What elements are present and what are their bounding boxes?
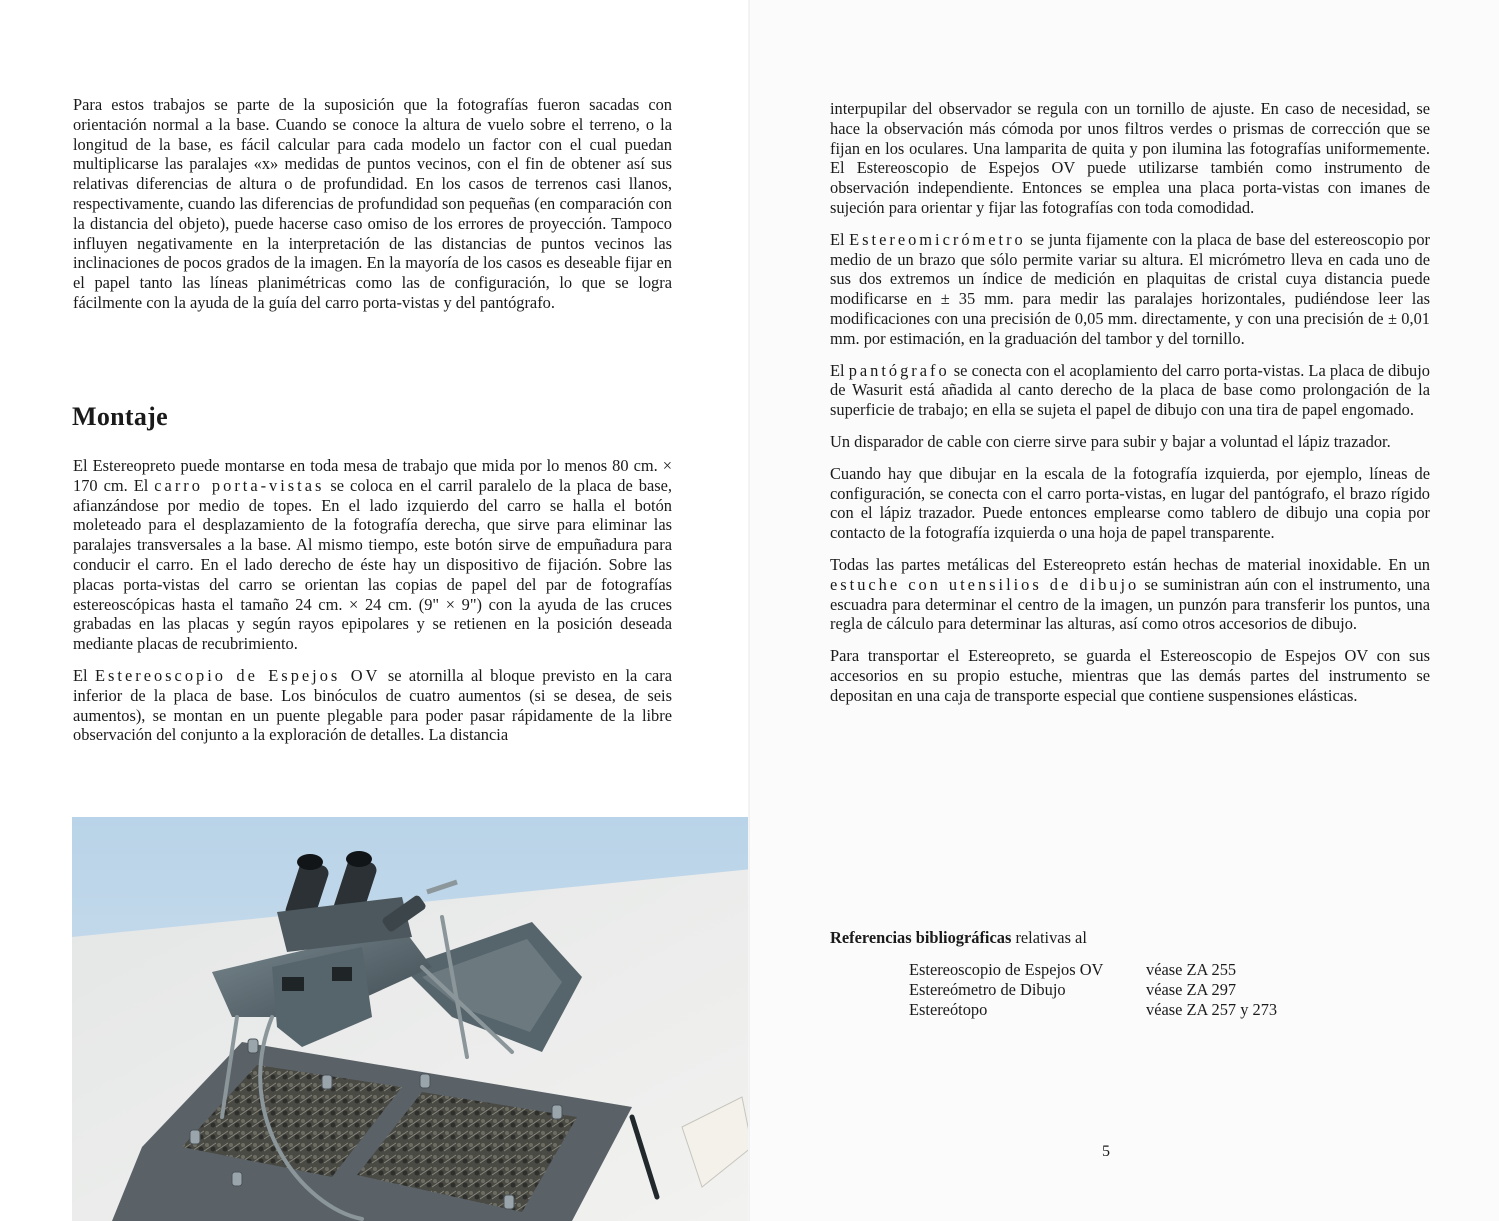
right-paragraph-5: Cuando hay que dibujar en la escala de la fotografía izquierda, por ejemplo, líneas de configuración, se conecta con el carro porta-vistas, en lugar del pantógrafo, el brazo rígido con el lápiz trazador. Puede entonces emplearse como tablero de dibujo una copia por contacto de la fotografía izquierda o una hoja de papel transparente. xyxy=(830,463,1430,543)
instrument-photo xyxy=(72,817,752,1221)
section-heading-montaje: Montaje xyxy=(72,402,168,431)
right-paragraph-7: Para transportar el Estereopreto, se guarda el Estereoscopio de Espejos OV con sus accesorios en su propio estuche, mientras que las demás partes del instrumento se depositan en una caja de transporte especial que contiene suspensiones elásticas. xyxy=(830,646,1430,705)
right-paragraph-2: El Estereomicrómetro se junta fijamente con la placa de base del estereoscopio por medio de un brazo que sólo permite variar su altura. El micrómetro lleva en cada uno de sus dos extremos un índice de medición en plaquitas de cristal cuya distancia puede modificarse en ± 35 mm. para medir las paralajes horizontales, pudiéndose leer las modificaciones con una precisión de 0,05 mm. directamente, y con una precisión de ± 0,01 mm. por estimación, en la graduación del tambor y del tornillo. xyxy=(830,229,1430,348)
right-paragraph-6: Todas las partes metálicas del Estereopreto están hechas de material inoxidable. En un estuche con utensilios de dibujo se suministran aún con el instrumento, una escuadra para determinar el centro de la imagen, un punzón para transferir los puntos, una regla de cálculo para determinar las alturas, así como otros accesorios de dibujo. xyxy=(830,554,1430,634)
right-paragraph-3: El pantógrafo se conecta con el acoplamiento del carro porta-vistas. La placa de dibujo de Wasurit está añadida al canto derecho de la placa de base como prolongación de la superficie de trabajo; en ella se sujeta el papel de dibujo con una tira de papel engomado. xyxy=(830,360,1430,420)
term-estuche: estuche con utensilios de dibujo xyxy=(830,574,1140,594)
montaje-section xyxy=(73,456,672,745)
montaje-paragraph-2: El Estereoscopio de Espejos OV se atornilla al bloque previsto en la cara inferior de la placa de base. Los binóculos de cuatro aumentos (si se desea, de seis aumentos), se montan en un puente plegable para poder pasar rápidamente de la libre observación del conjunto a la exploración de detalles. La distancia xyxy=(73,665,672,745)
term-pantografo: pantógrafo xyxy=(848,360,950,380)
page-number: 5 xyxy=(1102,1143,1110,1160)
reference-row: Estereómetro de Dibujo véase ZA 297 xyxy=(909,980,1237,999)
reference-row: Estereoscopio de Espejos OV véase ZA 255 xyxy=(909,960,1237,979)
term-carro-porta-vistas: carro porta-vistas xyxy=(154,475,325,495)
right-page xyxy=(750,0,1499,1221)
intro-paragraph: Para estos trabajos se parte de la suposición que la fotografías fueron sacadas con orientación normal a la base. Cuando se conoce la altura de vuelo sobre el terreno, o la longitud de la base, es fácil calcular para cada modelo un factor con el cual puedan multiplicarse las paralajes «x» medidas de puntos vecinos, con el fin de obtener así sus relativas diferencias de altura o de profundidad. En los casos de terrenos casi llanos, respectivamente, cuando las diferencias de profundidad son pequeñas (en comparación con la distancia del objeto), puede hacerse caso omiso de los errores de proyección. Tampoco influyen negativamente en la interpretación de las distancias de puntos vecinos las inclinaciones de pocos grados de la imagen. En la mayoría de los casos es deseable fijar en el papel tanto las líneas planimétricas como las de configuración, lo que se logra fácilmente con la ayuda de la guía del carro porta-vistas y del pantógrafo. xyxy=(73,95,672,312)
right-text-column xyxy=(830,99,1430,706)
references-heading: Referencias bibliográficas relativas al xyxy=(830,928,1087,947)
right-paragraph-1: interpupilar del observador se regula con un tornillo de ajuste. En caso de necesidad, se hace la observación más cómoda por unos filtros verdes o prismas de corrección que se fijan en los oculares. Una lamparita de quita y pon ilumina las fotografías uniformemente. El Estereoscopio de Espejos OV puede utilizarse también como instrumento de observación independiente. Entonces se emplea una placa porta-vistas con imanes de sujeción para orientar y fijar las fotografías con toda comodidad. xyxy=(830,99,1430,217)
bibliography-references xyxy=(830,928,1430,1020)
term-estereomicrometro: Estereomicrómetro xyxy=(849,229,1026,249)
term-estereoscopio: Estereoscopio de Espejos OV xyxy=(95,665,381,685)
right-paragraph-4: Un disparador de cable con cierre sirve para subir y bajar a voluntad el lápiz trazador. xyxy=(830,431,1391,451)
montaje-paragraph-1: El Estereopreto puede montarse en toda mesa de trabajo que mida por lo menos 80 cm. × 170 cm. El carro porta-vistas se coloca en el carril paralelo de la placa de base, afianzándose por medio de topes. En el lado izquierdo del carro se halla el botón moleteado para el desplazamiento de la fotografía derecha, que sirve para eliminar las paralajes transversales a la base. Al mismo tiempo, este botón sirve de empuñadura para conducir el carro. En el lado derecho de éste hay un dispositivo de fijación. Sobre las placas porta-vistas del carro se orientan las copias de papel del par de fotografías estereoscópicas hasta el tamaño 24 cm. × 24 cm. (9" × 9") con la ayuda de las cruces grabadas en las placas y según rayos epipolares y se retienen en la posición deseada mediante placas de recubrimiento. xyxy=(73,456,672,654)
reference-row: Estereótopo véase ZA 257 y 273 xyxy=(909,1000,1278,1019)
